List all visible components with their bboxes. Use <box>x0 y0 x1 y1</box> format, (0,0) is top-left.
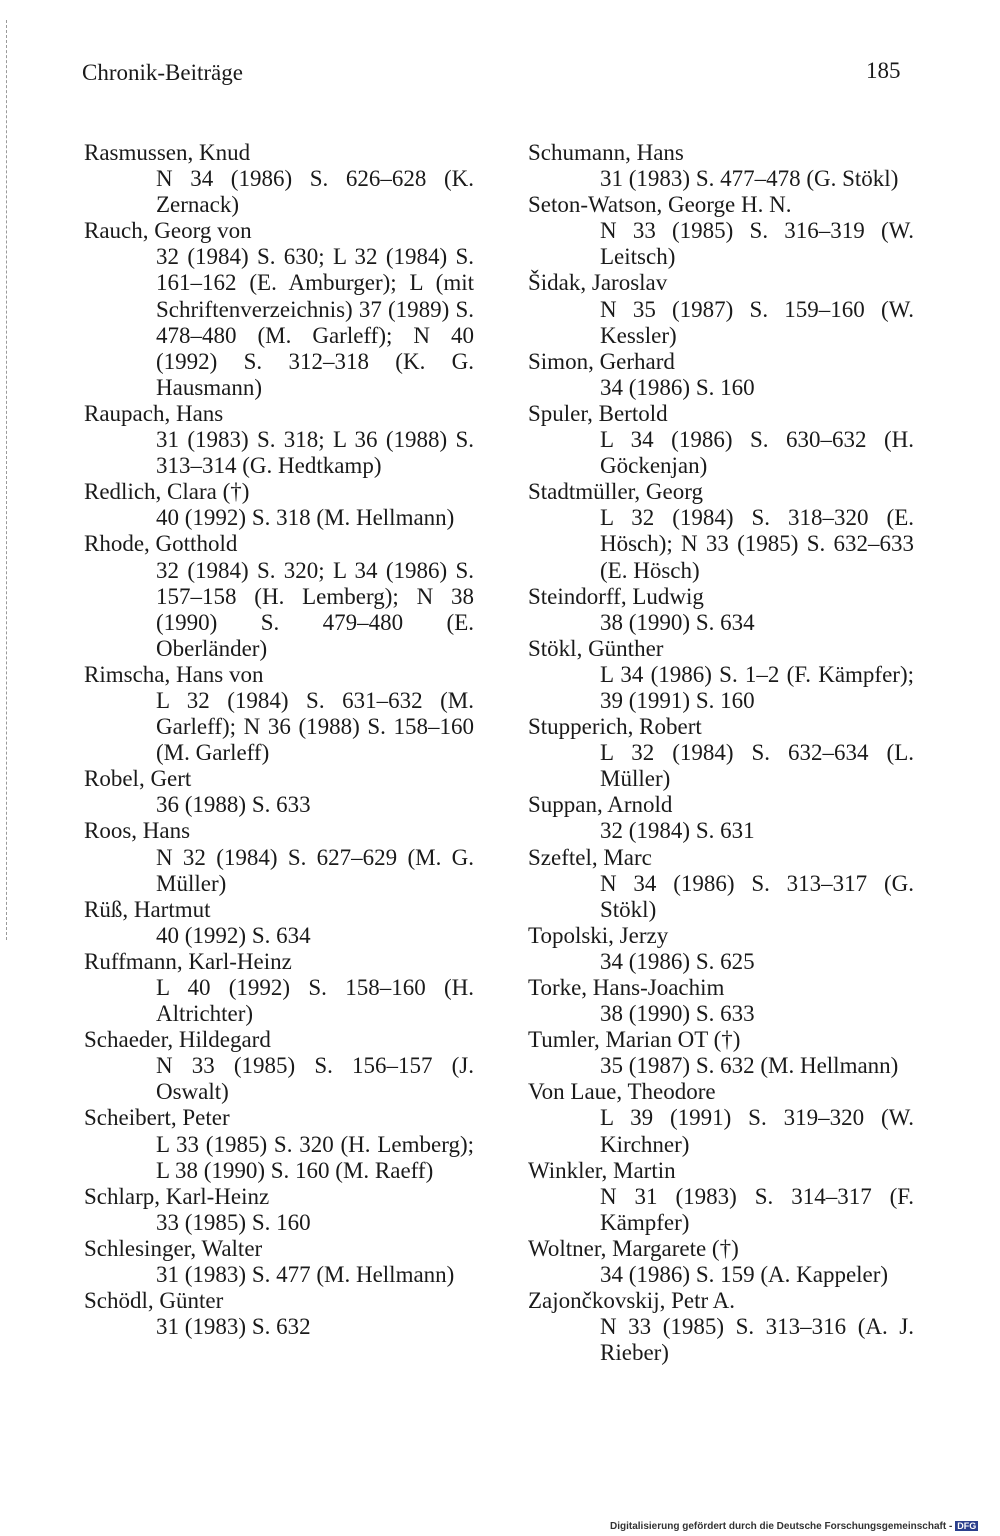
entry-reference: 35 (1987) S. 632 (M. Hellmann) <box>600 1053 899 1079</box>
index-entry <box>84 897 474 949</box>
credit-text: Digitalisierung gefördert durch die Deutsche Forschungsgemeinschaft - <box>610 1521 953 1532</box>
entry-name: Simon, Gerhard <box>528 348 675 374</box>
entry-name: Tumler, Marian OT (†) <box>528 1027 741 1053</box>
entry-reference: 38 (1990) S. 634 <box>600 609 755 635</box>
entry-reference: L 34 (1986) S. 630–632 (H. Göckenjan) <box>600 427 914 479</box>
entry-reference: N 32 (1984) S. 627–629 (M. G. Müller) <box>156 844 474 896</box>
index-entry <box>528 845 914 923</box>
index-entry <box>528 636 914 714</box>
entry-name: Rasmussen, Knud <box>84 140 251 165</box>
index-entry <box>84 401 474 479</box>
index-entry <box>528 401 914 479</box>
entry-reference: 34 (1986) S. 160 <box>600 374 755 400</box>
index-entry <box>528 270 914 348</box>
entry-name: Von Laue, Theodore <box>528 1079 716 1105</box>
index-entry <box>528 192 914 270</box>
entry-reference: L 40 (1992) S. 158–160 (H. Altrichter) <box>156 975 474 1027</box>
left-column <box>84 140 474 1340</box>
index-entry <box>528 975 914 1027</box>
entry-reference: N 33 (1985) S. 316–319 (W. Leitsch) <box>600 218 914 270</box>
index-entry <box>84 949 474 1027</box>
index-entry <box>528 479 914 583</box>
entry-name: Ruffmann, Karl-Heinz <box>84 948 292 974</box>
margin-rule <box>6 20 7 940</box>
entry-name: Raupach, Hans <box>84 400 224 426</box>
entry-name: Schumann, Hans <box>528 140 684 165</box>
index-entry <box>84 1105 474 1183</box>
running-head: Chronik-Beiträge <box>82 60 243 85</box>
entry-reference: 36 (1988) S. 633 <box>156 792 311 818</box>
index-entry <box>84 531 474 661</box>
index-entry <box>84 818 474 896</box>
entry-reference: 33 (1985) S. 160 <box>156 1209 311 1235</box>
entry-name: Schödl, Günter <box>84 1288 224 1314</box>
entry-reference: 31 (1983) S. 477 (M. Hellmann) <box>156 1262 455 1288</box>
index-entry <box>84 1184 474 1236</box>
entry-reference: 32 (1984) S. 320; L 34 (1986) S. 157–158 (H. Lemberg); N 38 (1990) S. 479–480 (E. Oberländer) <box>156 557 474 661</box>
index-entry <box>528 923 914 975</box>
entry-name: Spuler, Bertold <box>528 400 668 426</box>
entry-reference: 31 (1983) S. 632 <box>156 1314 311 1340</box>
entry-name: Suppan, Arnold <box>528 792 673 818</box>
entry-reference: 31 (1983) S. 318; L 36 (1988) S. 313–314 (G. Hedtkamp) <box>156 427 474 479</box>
entry-name: Stupperich, Robert <box>528 714 702 740</box>
entry-reference: 38 (1990) S. 633 <box>600 1001 755 1027</box>
entry-name: Torke, Hans-Joachim <box>528 975 725 1000</box>
index-entry <box>528 349 914 401</box>
entry-name: Zajončkovskij, Petr A. <box>528 1288 735 1314</box>
entry-reference: N 31 (1983) S. 314–317 (F. Kämpfer) <box>600 1183 914 1235</box>
entry-reference: L 33 (1985) S. 320 (H. Lemberg); L 38 (1990) S. 160 (M. Raeff) <box>156 1131 474 1183</box>
entry-reference: L 34 (1986) S. 1–2 (F. Kämpfer); 39 (1991) S. 160 <box>600 661 914 713</box>
index-entry <box>84 766 474 818</box>
entry-reference: L 32 (1984) S. 631–632 (M. Garleff); N 36 (1988) S. 158–160 (M. Garleff) <box>156 687 474 766</box>
dfg-logo: DFG <box>957 1521 977 1532</box>
entry-name: Rhode, Gotthold <box>84 531 238 557</box>
digitization-credit <box>610 1521 978 1532</box>
entry-name: Winkler, Martin <box>528 1157 676 1183</box>
entry-reference: 32 (1984) S. 630; L 32 (1984) S. 161–162 (E. Amburger); L (mit Schriftenverzeichnis) 37 (1989) S. 478–480 (M. Garleff); N 40 (1992) S. 312–318 (K. G. Hausmann) <box>156 244 474 400</box>
entry-name: Steindorff, Ludwig <box>528 583 704 609</box>
entry-name: Stadtmüller, Georg <box>528 479 703 505</box>
entry-reference: L 39 (1991) S. 319–320 (W. Kirchner) <box>600 1105 914 1157</box>
entry-name: Schlarp, Karl-Heinz <box>84 1183 270 1209</box>
entry-reference: 34 (1986) S. 159 (A. Kappeler) <box>600 1262 889 1288</box>
index-entry <box>84 1027 474 1105</box>
entry-reference: L 32 (1984) S. 318–320 (E. Hösch); N 33 (1985) S. 632–633 (E. Hösch) <box>600 505 914 583</box>
entry-name: Rüß, Hartmut <box>84 896 211 922</box>
index-entry <box>528 140 914 192</box>
index-entry <box>528 1236 914 1288</box>
entry-reference: N 33 (1985) S. 313–316 (A. J. Rieber) <box>600 1314 914 1366</box>
index-entry <box>528 714 914 792</box>
index-entry <box>528 1027 914 1079</box>
entry-name: Rauch, Georg von <box>84 218 252 244</box>
entry-name: Redlich, Clara (†) <box>84 479 250 505</box>
index-entry <box>84 662 474 766</box>
entry-reference: 34 (1986) S. 625 <box>600 948 755 974</box>
page-number: 185 <box>866 58 901 83</box>
entry-reference: N 33 (1985) S. 156–157 (J. Oswalt) <box>156 1053 474 1105</box>
index-entry <box>84 1236 474 1288</box>
entry-reference: 40 (1992) S. 634 <box>156 922 311 948</box>
entry-name: Woltner, Margarete (†) <box>528 1235 739 1261</box>
entry-name: Šidak, Jaroslav <box>528 270 668 296</box>
entry-name: Seton-Watson, George H. N. <box>528 192 792 218</box>
entry-reference: N 34 (1986) S. 313–317 (G. Stökl) <box>600 870 914 922</box>
index-entry <box>528 792 914 844</box>
entry-name: Robel, Gert <box>84 766 192 792</box>
entry-name: Roos, Hans <box>84 818 191 844</box>
index-entry <box>528 1288 914 1366</box>
entry-reference: 31 (1983) S. 477–478 (G. Stökl) <box>600 166 899 192</box>
index-entry <box>528 584 914 636</box>
right-column <box>528 140 914 1366</box>
entry-reference: N 34 (1986) S. 626–628 (K. Zernack) <box>156 166 474 218</box>
index-entry <box>84 479 474 531</box>
index-entry <box>84 218 474 401</box>
entry-reference: L 32 (1984) S. 632–634 (L. Müller) <box>600 740 914 792</box>
index-entry <box>528 1158 914 1236</box>
entry-name: Scheibert, Peter <box>84 1105 230 1131</box>
entry-name: Szeftel, Marc <box>528 844 652 870</box>
entry-reference: 40 (1992) S. 318 (M. Hellmann) <box>156 505 455 531</box>
entry-reference: N 35 (1987) S. 159–160 (W. Kessler) <box>600 296 914 348</box>
entry-name: Schlesinger, Walter <box>84 1235 263 1261</box>
index-entry <box>84 1288 474 1340</box>
index-entry <box>84 140 474 218</box>
entry-name: Stökl, Günther <box>528 635 664 661</box>
entry-name: Topolski, Jerzy <box>528 922 669 948</box>
index-entry <box>528 1079 914 1157</box>
entry-name: Rimscha, Hans von <box>84 661 264 687</box>
entry-name: Schaeder, Hildegard <box>84 1027 271 1053</box>
entry-reference: 32 (1984) S. 631 <box>600 818 755 844</box>
